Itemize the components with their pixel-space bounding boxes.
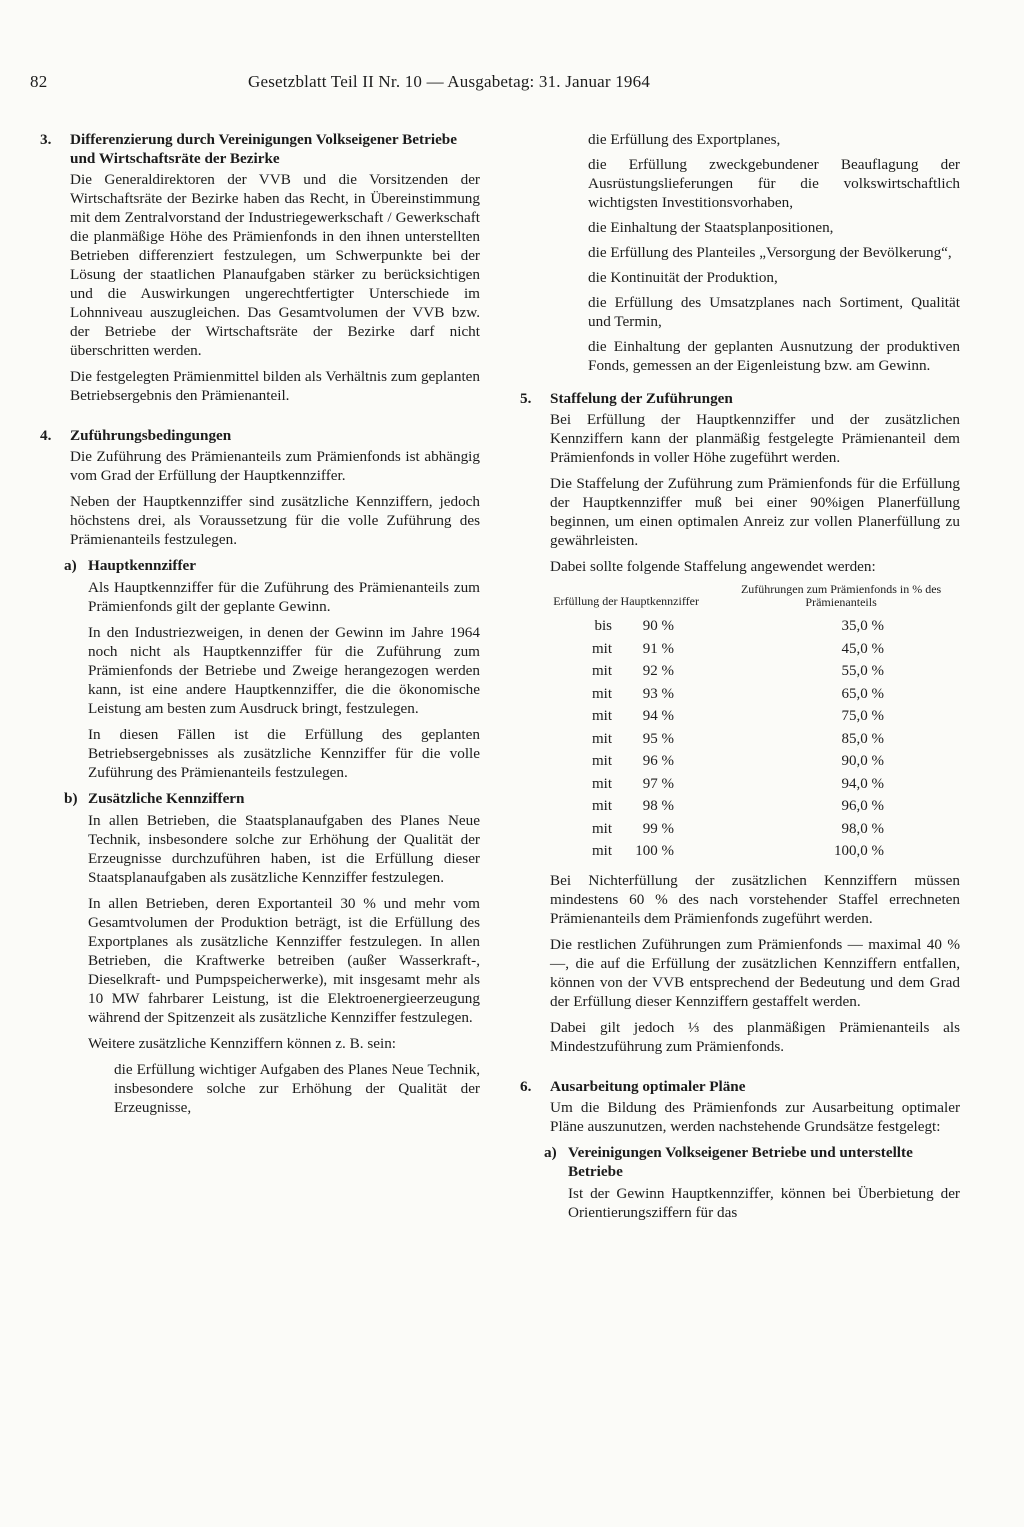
row-prefix: mit [591,730,612,747]
section-heading: Zuführungsbedingungen [70,427,232,444]
row-allocation: 94,0 % [841,775,884,792]
row-prefix: mit [591,708,612,724]
paragraph: Die restlichen Zuführungen zum Prämienfonds — maximal 40 % —, die auf die Erfüllung der zusätzlichen Kennziffern entfallen, können von der VVB entsprechend der Bedeutung und dem Grad der Erfüllung dieser Kennziffern gestaffelt werden. [550,935,960,1010]
section-3 [40,130,480,405]
row-prefix: mit [591,843,612,859]
table-row [550,638,960,661]
row-allocation: 35,0 % [841,618,884,634]
row-prefix: mit [591,820,612,837]
list-item: die Kontinuität der Produktion, [588,269,778,286]
section-number: 4. [40,427,52,444]
row-prefix: mit [591,685,612,702]
header-title: Gesetzblatt Teil II Nr. 10 — Ausgabetag: 31. Januar 1964 [248,72,651,91]
right-column [520,130,960,1229]
row-allocation: 98,0 % [841,820,884,837]
paragraph: Dabei sollte folgende Staffelung angewendet werden: [550,558,876,575]
paragraph: In den Industriezweigen, in denen der Gewinn im Jahre 1964 noch nicht als Hauptkennziffer für die Zuführung zum Prämienfonds der Betriebe und Zweige herangezogen werden kann, ist eine andere Hauptkennziffer, die die ökonomische Leistung am besten zum Ausdruck bringt, festzulegen. [88,624,480,717]
row-allocation: 96,0 % [841,798,884,814]
table-row [550,773,960,796]
paragraph: Die Staffelung der Zuführung zum Prämienfonds für die Erfüllung der Hauptkennziffer muß bei einer 90%igen Planerfüllung beginnen, um einen optimalen Anreiz zur vollen Planerfüllung zu gewährleisten. [550,475,960,549]
row-allocation: 55,0 % [841,663,884,679]
paragraph: Ist der Gewinn Hauptkennziffer, können bei Überbietung der Orientierungsziffern für das [568,1184,960,1221]
table-row [550,795,960,818]
paragraph: In diesen Fällen ist die Erfüllung des geplanten Betriebsergebnisses als zusätzliche Kennziffer für die volle Zuführung des Prämienanteils festzulegen. [88,726,480,781]
list-item: die Einhaltung der Staatsplanpositionen, [588,219,834,236]
row-fulfillment: 96 % [642,753,674,769]
row-allocation: 90,0 % [841,753,884,769]
list-item: die Einhaltung der geplanten Ausnutzung der produktiven Fonds, gemessen an der Eigenleistung bzw. am Gewinn. [588,338,960,374]
paragraph: Als Hauptkennziffer für die Zuführung des Prämienanteils zum Prämienfonds gilt der geplante Gewinn. [88,579,480,615]
row-prefix: bis [594,618,612,634]
section-number: 5. [520,390,532,407]
subsection-6a [544,1143,960,1222]
subsection-heading: Hauptkennziffer [88,557,196,574]
row-fulfillment: 93 % [642,685,674,702]
section-number: 3. [40,131,52,148]
paragraph: Neben der Hauptkennziffer sind zusätzliche Kennziffern, jedoch höchstens drei, als Voraussetzung für die volle Zuführung des Prämienanteils festzulegen. [70,493,480,548]
paragraph: Bei Nichterfüllung der zusätzlichen Kennziffern müssen mindestens 60 % des nach vorstehender Staffel errechneten Prämienanteils dem Prämienfonds zugeführt werden. [550,871,960,927]
list-item: die Erfüllung des Exportplanes, [588,131,781,148]
row-allocation: 45,0 % [841,640,884,657]
subsection-heading: Vereinigungen Volkseigener Betriebe und unterstellte Betriebe [568,1143,913,1180]
paragraph: Dabei gilt jedoch ⅓ des planmäßigen Prämienanteils als Mindestzuführung zum Prämienfonds. [550,1018,960,1055]
paragraph: Um die Bildung des Prämienfonds zur Ausarbeitung optimaler Pläne auszunutzen, werden nachstehende Grundsätze festgelegt: [550,1098,960,1135]
paragraph: Die Generaldirektoren der VVB und die Vorsitzenden der Wirtschaftsräte der Bezirke haben das Recht, in Übereinstimmung mit dem Zentralvorstand der Industriegewerkschaft / Gewerkschaft die planmäßige Höhe des Prämienfonds in den ihnen unterstellten Betrieben differenziert festzulegen, um Schwerpunkte bei der Lösung der staatlichen Planaufgaben stärker zu berücksichtigen und die Auswirkungen ungerechtfertigter Unterschiede im Lohnniveau auszugleichen. Das Gesamtvolumen der VVB bzw. der Betriebe der Wirtschaftsräte der Bezirke darf nicht überschritten werden. [70,171,480,359]
table-row [550,660,960,683]
section-heading: Differenzierung durch Vereinigungen Volkseigener Betriebe und Wirtschaftsräte der Bezirke [70,131,457,167]
row-fulfillment: 92 % [642,663,674,679]
list-item: die Erfüllung zweckgebundener Beauflagung der Ausrüstungslieferungen für die volkswirtschaftlich wichtigsten Investitionsvorhaben, [588,156,960,211]
column-header: Erfüllung der Hauptkennziffer [553,594,699,608]
section-number: 6. [520,1077,532,1095]
table-row [550,705,960,728]
table-row [550,818,960,841]
section-heading: Ausarbeitung optimaler Pläne [550,1077,746,1095]
criteria-list [520,130,960,375]
paragraph: In allen Betrieben, die Staatsplanaufgaben des Planes Neue Technik, insbesondere solche zur Erhöhung der Qualität der Erzeugnisse durchzuführen haben, ist die Erfüllung dieser Staatsplanaufgaben als zusätzliche Kennziffer festzulegen. [88,812,480,886]
list-item: die Erfüllung des Planteiles „Versorgung der Bevölkerung“, [588,244,952,261]
row-fulfillment: 94 % [642,708,674,724]
section-6 [520,1077,960,1222]
subsection-label: a) [64,557,77,574]
table-row [550,728,960,751]
row-prefix: mit [591,753,612,769]
section-4 [40,426,480,1117]
row-fulfillment: 91 % [642,640,674,657]
section-heading: Staffelung der Zuführungen [550,390,733,407]
row-prefix: mit [591,798,612,814]
row-prefix: mit [591,640,612,657]
left-column [40,130,480,1124]
row-fulfillment: 98 % [642,798,674,814]
row-prefix: mit [591,663,612,679]
row-allocation: 65,0 % [841,685,884,702]
subsection-heading: Zusätzliche Kennziffern [88,790,245,807]
page-number: 82 [30,72,48,91]
row-allocation: 100,0 % [834,843,884,859]
list-item: die Erfüllung wichtiger Aufgaben des Planes Neue Technik, insbesondere solche zur Erhöhung der Qualität der Erzeugnisse, [114,1061,480,1116]
table-header [550,583,960,609]
subsection-b [64,789,480,1117]
paragraph: Die Zuführung des Prämienanteils zum Prämienfonds ist abhängig vom Grad der Erfüllung der Hauptkennziffer. [70,448,480,484]
table-row [550,840,960,863]
row-fulfillment: 90 % [642,618,674,634]
row-fulfillment: 95 % [642,730,674,747]
page-header [30,72,770,98]
row-fulfillment: 99 % [642,820,674,837]
list-item: die Erfüllung des Umsatzplanes nach Sortiment, Qualität und Termin, [588,294,960,330]
paragraph: Die festgelegten Prämienmittel bilden als Verhältnis zum geplanten Betriebsergebnis den Prämienanteil. [70,368,480,404]
row-allocation: 85,0 % [841,730,884,747]
paragraph: Weitere zusätzliche Kennziffern können z. B. sein: [88,1035,397,1052]
row-fulfillment: 100 % [635,843,674,859]
subsection-a [64,556,480,782]
table-row [550,615,960,638]
subsection-label: b) [64,790,78,807]
staffelung-table [550,583,960,863]
table-row [550,683,960,706]
paragraph: Bei Erfüllung der Hauptkennziffer und der zusätzlichen Kennziffern kann der planmäßig festgelegte Prämienanteil dem Prämienfonds in voller Höhe zugeführt werden. [550,411,960,466]
column-header: Zuführungen zum Prämienfonds in % des Prämienanteils [740,582,942,609]
row-allocation: 75,0 % [841,708,884,724]
row-fulfillment: 97 % [642,775,674,792]
table-body [550,615,960,863]
row-prefix: mit [591,775,612,792]
subsection-label: a) [544,1143,557,1161]
paragraph: In allen Betrieben, deren Exportanteil 30 % und mehr vom Gesamtvolumen der Produktion beträgt, ist die Erfüllung des Exportplanes als zusätzliche Kennziffer festzulegen. In allen Betrieben, die Kraftwerke betreiben (außer Wasserkraft-, Dieselkraft- und Pumpspeicherwerke), mit insgesamt mehr als 10 MW fahrbarer Leistung, ist die Elektroenergieerzeugung während der Spitzenzeit als zusätzliche Kennziffer festzulegen. [88,895,480,1026]
table-row [550,750,960,773]
section-5 [520,389,960,1056]
